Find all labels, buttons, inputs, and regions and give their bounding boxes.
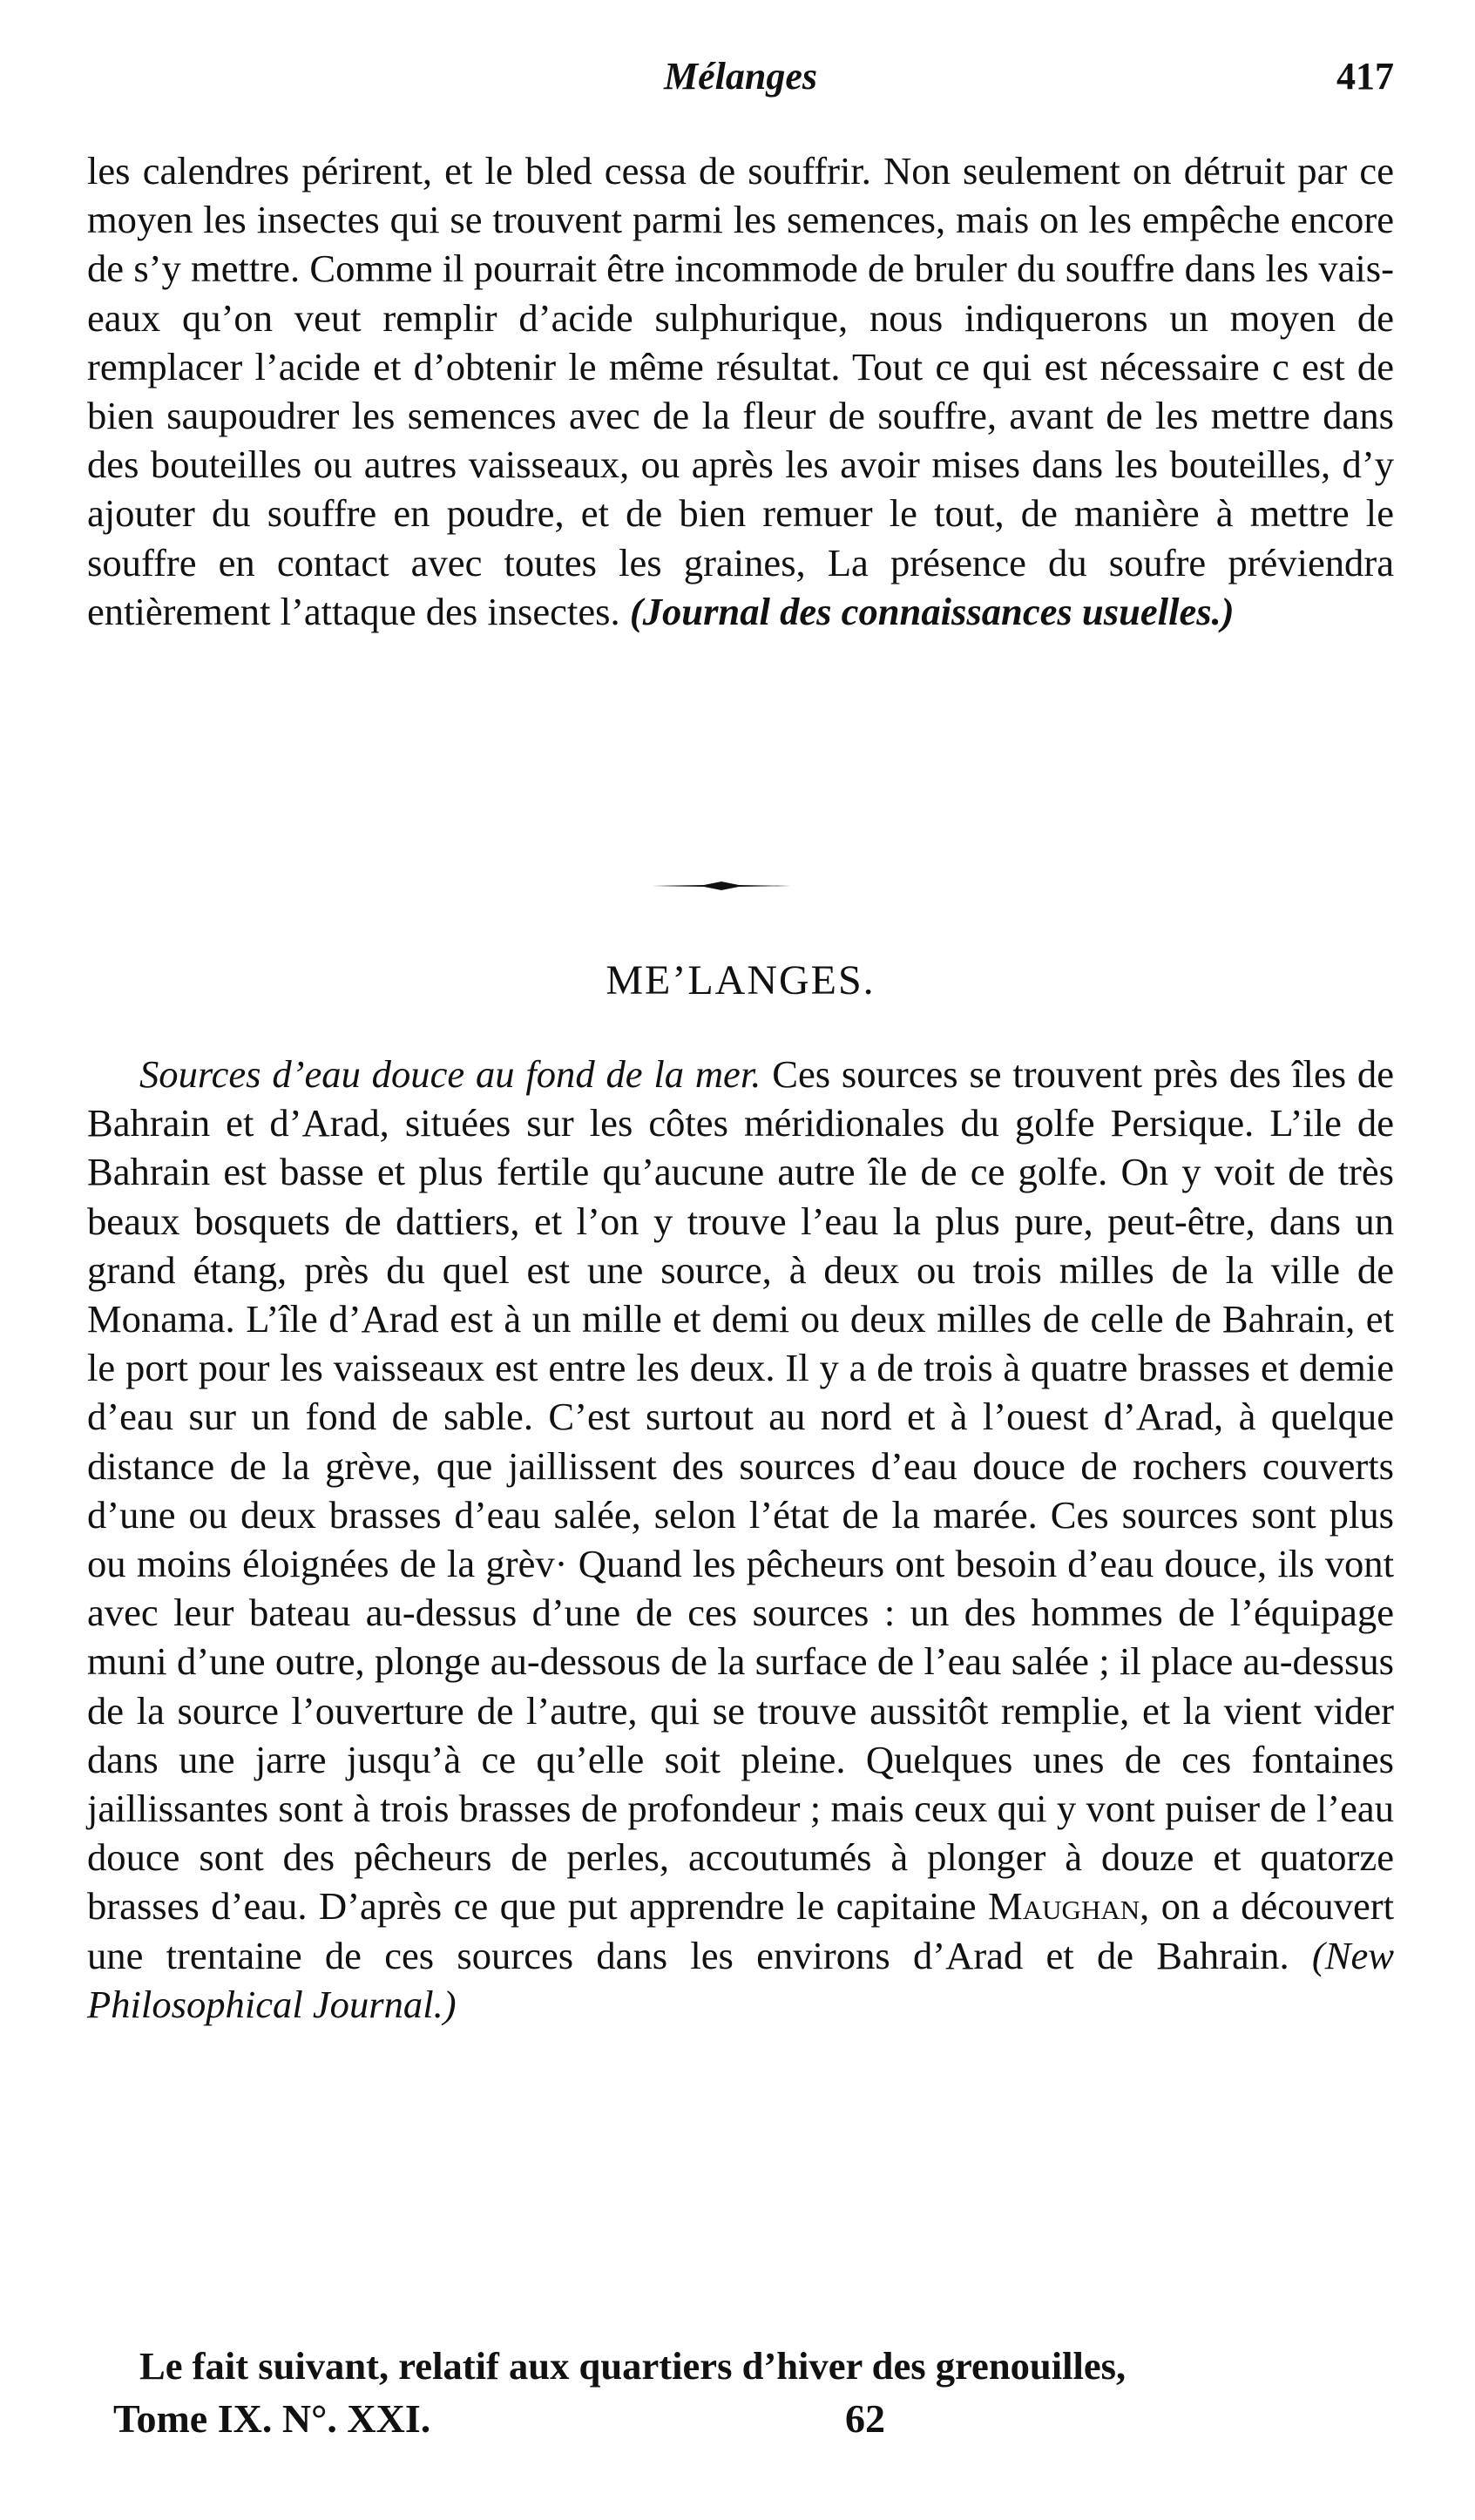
paragraph-body <box>87 2341 1394 2390</box>
paragraph-insects <box>87 146 1394 636</box>
page-number: 417 <box>1336 55 1394 98</box>
paragraph-sources <box>87 1050 1394 2029</box>
paragraph-lead: Sources d’eau douce au fond de la mer. <box>139 1052 761 1096</box>
paragraph-body <box>87 146 1394 636</box>
paragraph-text: les calendres périrent, et le bled cessa de souffrir. Non seulement on détruit par ce moyen les insectes qui se trouvent parmi les semences, mais on les empêche encore de s’y mettre. Comme il pourrait être incommode de bruler du souffre dans les vais-eaux qu’on veut remplir d’acide sulphurique, nous indiquerons un moyen de remplacer l’acide et d’obtenir le même résultat. Tout ce qui est nécessaire c est de bien saupoudrer les semences avec de la fleur de souffre, avant de les mettre dans des bouteilles ou autres vaisseaux, ou après les avoir mises dans les bouteilles, d’y ajouter du souffre en poudre, et de bien remuer le tout, de manière à mettre le souffre en contact avec toutes les graines, La présence du soufre préviendra entièrement l’attaque des insectes. <box>87 149 1394 633</box>
signature-mark: Tome IX. N°. XXI. <box>113 2396 431 2441</box>
page-footer <box>113 2395 1377 2448</box>
signature-number: 62 <box>845 2396 885 2441</box>
section-heading: ME’LANGES. <box>606 957 876 1003</box>
running-title: Mélanges <box>664 55 817 98</box>
paragraph-text-tail: on a découvert une trentaine de ces sources dans les environs d’Arad et de Bahrain. <box>87 1884 1395 1977</box>
person-name: Maughan, <box>988 1884 1150 1929</box>
paragraph-text: Le fait suivant, relatif aux quartiers d’hiver des grenouilles, <box>139 2344 1127 2388</box>
section-divider <box>652 882 791 890</box>
paragraph-frogs <box>87 2341 1394 2390</box>
page-header <box>87 54 1394 106</box>
citation: (New Philosophical Journal.) <box>87 1933 1394 2026</box>
citation: (Journal des connaissances usuelles.) <box>629 589 1235 633</box>
paragraph-text: Ces sources se trouvent près des îles de Bahrain et d’Arad, situées sur les côtes méridionales du golfe Persique. L’ile de Bahrain est basse et plus fertile qu’aucune autre île de ce golfe. On y voit de très beaux bosquets de dattiers, et l’on y trouve l’eau la plus pure, peut-être, dans un grand étang, près du quel est une source, à deux ou trois milles de la ville de Monama. L’île d’Arad est à un mille et demi ou deux milles de celle de Bahrain, et le port pour les vaisseaux est entre les deux. Il y a de trois à quatre brasses et demie d’eau sur un fond de sable. C’est surtout au nord et à l’ouest d’Arad, à quelque distance de la grève, que jaillissent des sources d’eau douce de rochers couverts d’une ou deux brasses d’eau salée, selon l’état de la marée. Ces sources sont plus ou moins éloignées de la grèv· Quand les pêcheurs ont besoin d’eau douce, ils vont avec leur bateau au-dessus d’une de ces sources : un des hommes de l’équipage muni d’une outre, plonge au-dessous de la surface de l’eau salée ; il place au-dessus de la source l’ouverture de l’autre, qui se trouve aussitôt remplie, et la vient vider dans une jarre jusqu’à ce qu’elle soit pleine. Quelques unes de ces fontaines jaillissantes sont à trois brasses de profondeur ; mais ceux qui y vont puiser de l’eau douce sont des pêcheurs de perles, accoutumés à plonger à douze et quatorze brasses d’eau. D’après ce que put apprendre le capitaine <box>87 1052 1394 1929</box>
paragraph-body <box>87 1050 1394 2029</box>
